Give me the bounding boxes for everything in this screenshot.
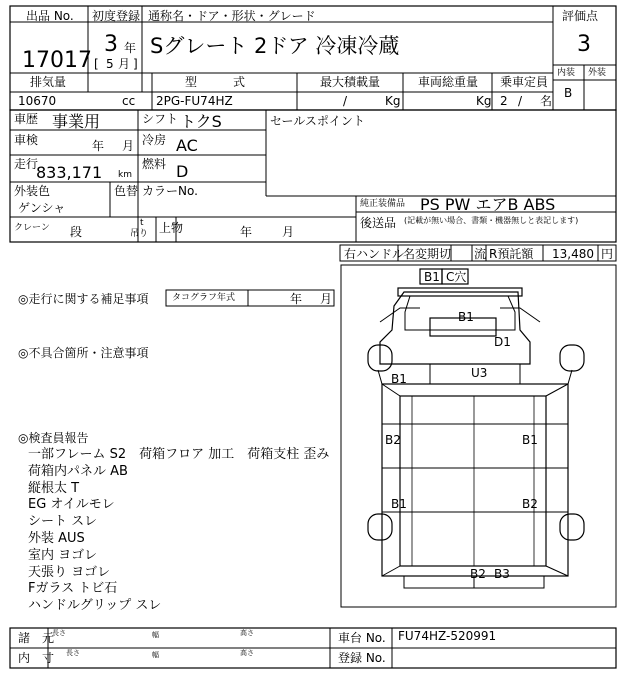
color-change-label: 色替 [114, 184, 139, 198]
fuel-label: 燃料 [142, 157, 167, 171]
tachograph-month-unit: 月 [320, 292, 333, 306]
crane-ton-mark: t [140, 218, 144, 228]
gross-weight-label: 車両総重量 [418, 75, 479, 89]
inspector-report-line: 一部フレーム S2 荷箱フロア 加工 荷箱支柱 歪み [28, 447, 330, 462]
model-value: 2PG-FU74HZ [156, 94, 233, 108]
displacement-label: 排気量 [30, 75, 67, 89]
registration-year: 3 [104, 32, 118, 57]
bracket-open: [ [94, 57, 99, 71]
max-load-unit: Kg [385, 94, 401, 108]
inspector-report-line: 天張り ヨゴレ [28, 564, 111, 580]
bracket-close: ] [133, 57, 138, 71]
supplement-heading: ◎走行に関する補足事項 [18, 292, 149, 306]
chassis-number-label: 車台 No. [338, 631, 386, 645]
lot-number: 17017 [22, 48, 92, 73]
color-label: 外装色 [14, 184, 51, 198]
mark-rear-right: B2 [522, 497, 538, 511]
mileage-value: 833,171 [36, 163, 103, 182]
standard-equipment-label: 純正装備品 [360, 199, 406, 209]
top-year-unit: 年 [240, 225, 253, 239]
lot-number-label: 出品 No. [26, 9, 74, 23]
inner-length-label: 長さ [66, 649, 80, 657]
inspector-report-line: Fガラス トビ石 [28, 581, 118, 597]
wheel-front-right [560, 345, 584, 371]
ac-value: AC [176, 136, 198, 155]
standard-equipment-value: PS PW エアB ABS [420, 195, 556, 214]
aftermarket-label: 後送品 [360, 216, 397, 230]
mileage-unit: km [118, 170, 132, 180]
crane-stage-unit: 段 [70, 225, 83, 239]
shaken-label: 流 [474, 247, 487, 261]
mark-windshield: B1 [458, 310, 474, 324]
inspector-report-line: 荷箱内パネル AB [28, 463, 128, 479]
max-load-value: / [343, 94, 348, 108]
history-label: 車歴 [14, 112, 39, 126]
inspector-report-line: 室内 ヨゴレ [28, 547, 98, 563]
fuel-value: D [176, 162, 189, 181]
mark-left-panel: B2 [385, 433, 401, 447]
displacement-unit: cc [122, 94, 136, 108]
name-change-label: 名変期切 [403, 247, 452, 261]
aftermarket-note: (記載が無い場合、書類・機器無しと表記します) [404, 216, 579, 225]
vehicle-name: Sグレート 2ドア 冷凍冷蔵 [150, 34, 400, 58]
wheel-rear-right [560, 514, 584, 540]
length-label: 長さ [52, 629, 66, 637]
mark-front-left: B1 [391, 372, 407, 386]
color-value: ゲンシャ [18, 201, 66, 215]
inspector-report-line: シート スレ [28, 514, 98, 530]
recycle-deposit-value: 13,480 [552, 247, 594, 261]
inner-width-label: 幅 [152, 651, 159, 659]
crane-label: クレーン [14, 223, 50, 233]
interior-grade: B [564, 86, 573, 100]
height-label: 高さ [240, 629, 254, 637]
mark-roof-right: C穴 [446, 270, 467, 284]
first-registration-label: 初度登録 [92, 9, 141, 23]
mark-rear-bumper-left: B2 [470, 567, 486, 581]
wheel-rear-left [368, 514, 392, 540]
ac-label: 冷房 [142, 133, 167, 147]
inspector-report-line: 外装 AUS [28, 531, 85, 546]
shift-label: シフト [142, 112, 179, 126]
crane-hoist-label: 吊り [130, 229, 149, 239]
inner-dimensions-label: 内 寸 [18, 651, 55, 665]
recycle-deposit-label: R預託額 [489, 247, 534, 261]
capacity-value: 2 [500, 94, 508, 108]
color-code-label: カラーNo. [142, 184, 198, 198]
width-label: 幅 [152, 631, 159, 639]
displacement-value: 10670 [18, 94, 57, 108]
max-load-label: 最大積載量 [320, 75, 381, 89]
steering-side: 右ハンドル [344, 247, 405, 261]
mark-cab-right: D1 [494, 335, 511, 349]
inspector-report-heading: ◎検査員報告 [18, 431, 89, 445]
vehicle-name-label: 通称名・ドア・形状・グレード [148, 9, 316, 23]
capacity-unit: 名 [540, 94, 553, 108]
capacity-separator: / [518, 94, 523, 108]
rating-value: 3 [577, 32, 591, 57]
gross-weight-unit: Kg [476, 94, 492, 108]
registration-month: 5 [106, 57, 114, 71]
inspection-label: 車検 [14, 133, 39, 147]
chassis-number-value: FU74HZ-520991 [398, 629, 497, 643]
recycle-deposit-unit: 円 [601, 247, 614, 261]
inspection-month-unit: 月 [122, 139, 135, 153]
inspector-report-line: 縦根太 T [28, 480, 80, 496]
mark-rear-bumper-right: B3 [494, 567, 510, 581]
specs-label: 諸 元 [18, 631, 55, 645]
mark-cargo-floor: U3 [471, 366, 488, 380]
sales-point-label: セールスポイント [270, 114, 365, 128]
interior-grade-label: 内装 [557, 68, 576, 78]
month-unit: 月 [118, 57, 131, 71]
top-body-label: 上物 [159, 221, 184, 235]
mark-right-panel: B1 [522, 433, 538, 447]
inner-height-label: 高さ [240, 649, 254, 657]
tachograph-year-unit: 年 [290, 292, 303, 306]
mark-rear-left: B1 [391, 497, 407, 511]
inspector-report-line: ハンドルグリップ スレ [28, 598, 162, 614]
model-label: 型 式 [185, 75, 246, 89]
capacity-label: 乗車定員 [500, 75, 549, 89]
inspector-report-line: EG オイルモレ [28, 497, 115, 513]
registration-number-label: 登録 No. [338, 651, 386, 665]
year-unit: 年 [124, 41, 137, 55]
inspection-year-unit: 年 [92, 139, 105, 153]
defects-heading: ◎不具合箇所・注意事項 [18, 346, 149, 360]
mark-roof-left: B1 [424, 270, 440, 284]
top-month-unit: 月 [282, 225, 295, 239]
tachograph-label: タコグラフ年式 [172, 293, 236, 303]
history-value: 事業用 [52, 112, 101, 131]
mileage-label: 走行 [14, 157, 39, 171]
shift-value: トクS [180, 112, 222, 131]
exterior-grade-label: 外装 [588, 68, 607, 78]
rating-label: 評価点 [562, 9, 599, 23]
